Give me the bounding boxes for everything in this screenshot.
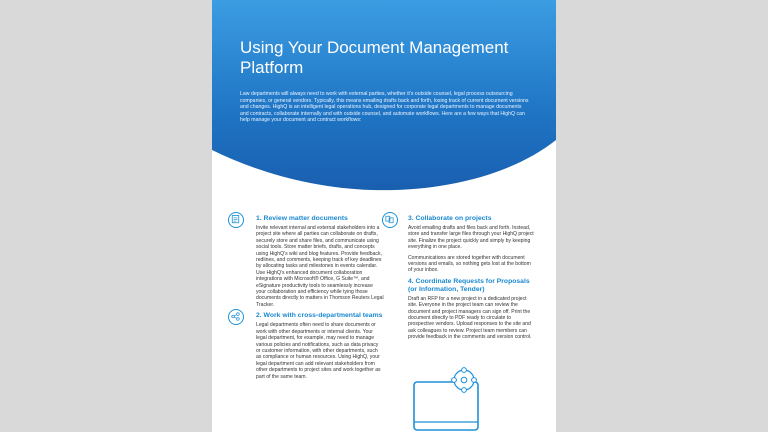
document-icon	[228, 212, 244, 228]
network-icon	[228, 309, 244, 325]
collaborate-icon	[382, 212, 398, 228]
section-1-heading: 1. Review matter documents	[256, 215, 348, 222]
section-3-body-2: Communications are stored together with document versions and emails, so nothing gets lost at the bottom of your inbox.	[408, 254, 531, 274]
section-3-heading: 3. Collaborate on projects	[408, 215, 492, 222]
intro-paragraph: Law departments will always need to work with external parties, whether it’s outside counsel, legal process outsourcing companies, or general vendors. Typically, this means emailing drafts back and forth, losing track of current document versions and changes. HighQ is an intelligent legal operations hub, designed for corporate legal departments to manage documents and contracts, collaborate internally and with outside counsel, and automate workflows. Here are a few ways that HighQ can help manage your document and contract workflows:	[240, 91, 529, 124]
page-title: Using Your Document Management Platform	[240, 38, 509, 77]
right-column	[408, 215, 536, 345]
left-column	[256, 215, 384, 384]
section-2	[256, 312, 384, 380]
section-4-heading: 4. Coordinate Requests for Proposals (or Information, Tender)	[408, 277, 530, 293]
section-4	[408, 278, 536, 341]
hero-banner	[212, 0, 556, 200]
section-2-heading: 2. Work with cross-departmental teams	[256, 312, 383, 320]
section-2-body: Legal departments often need to share documents or work with other departments or internal clients. Your legal department, for example, may need to manage various policies and notifications, such as data privacy or customer information, with other departments, such as compliance or human resources. Using HighQ, your legal department can add relevant stakeholders from other departments to project sites and work together as part of the same team.	[256, 322, 381, 380]
section-3-body: Avoid emailing drafts and files back and forth. Instead, store and transfer large files through your HighQ project site. Finalize the project quickly and simply by keeping everything in one place.	[408, 225, 534, 251]
section-4-body: Draft an RFP for a new project in a dedicated project site. Everyone in the project team can review the document and project managers can sign off. Print the document directly to PDF ready to circulate to prospective vendors. Upload responses to the site and ask colleagues to review. Project team members can provide feedback in the comments and version control.	[408, 295, 532, 341]
laptop-network-icon	[408, 366, 498, 432]
document-page	[212, 0, 556, 432]
section-1-body: Invite relevant internal and external stakeholders into a project site where all parties can collaborate on drafts, securely store and share files, and communicate using social tools. Store matter briefs, drafts, and concepts using HighQ’s wiki and blog features. Provide feedback, redlines, and comments, keeping track of key deadlines by allocating tasks and milestones in events calendar. Use HighQ’s enhanced document collaboration integrations with Microsoft® Office, G Suite™, and eSignature productivity tools to seamlessly increase your collaboration and efficiency while tying those documents directly to matters in Thomson Reuters Legal Tracker.	[256, 225, 384, 308]
